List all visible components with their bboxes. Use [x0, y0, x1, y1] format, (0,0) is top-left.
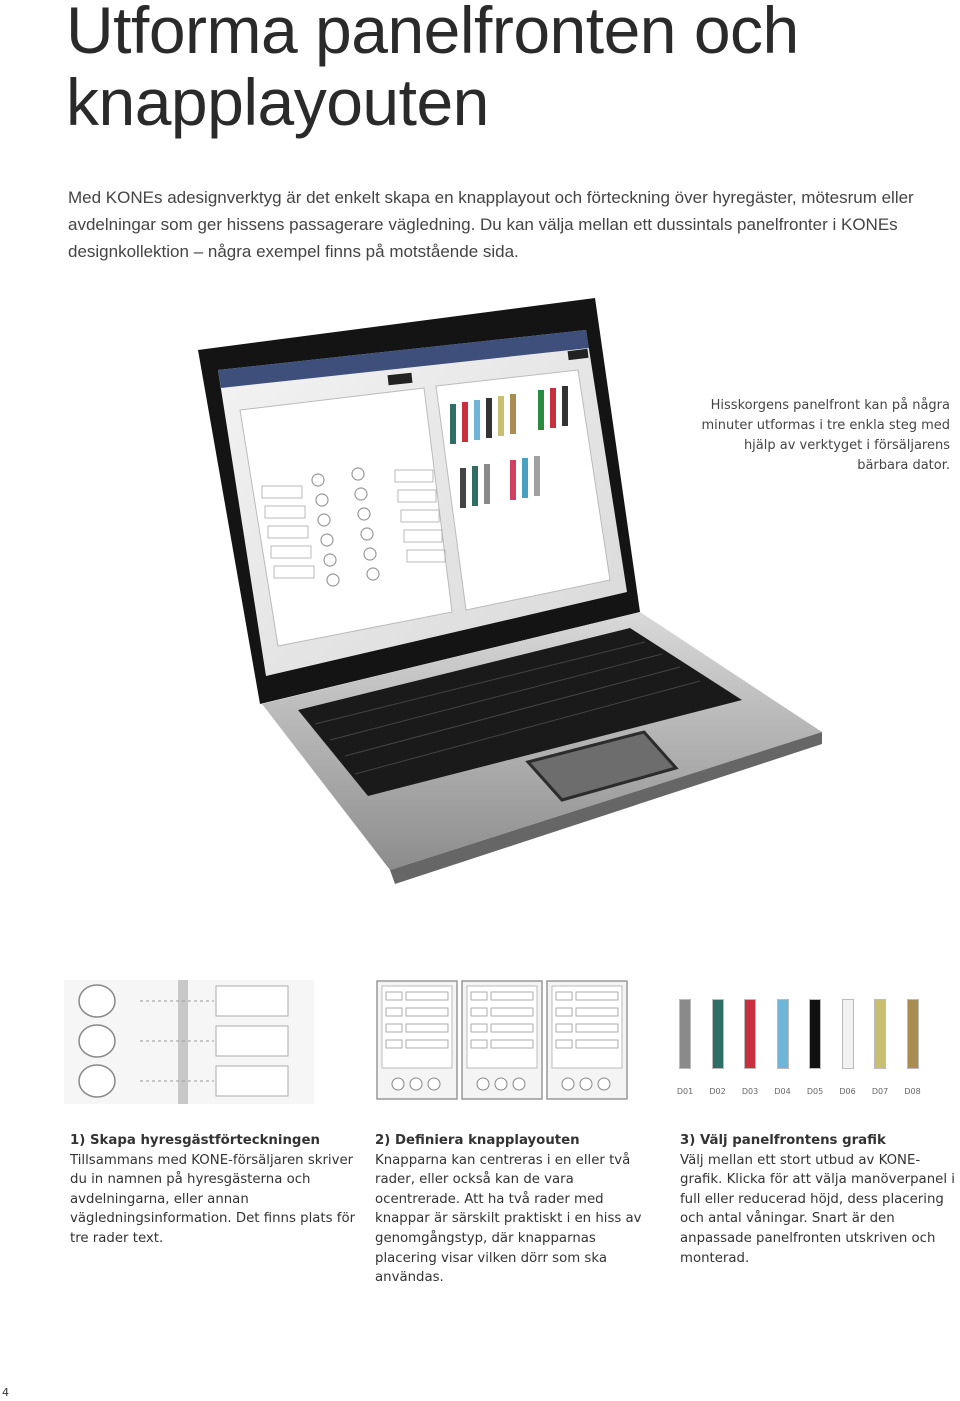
swatch-label-d03: D03	[741, 1087, 759, 1096]
swatch-strip-d05	[809, 999, 821, 1069]
step-2	[375, 1131, 660, 1288]
swatch-strip-d08	[907, 999, 919, 1069]
page-number: 4	[2, 1386, 9, 1399]
step-1-heading: 1) Skapa hyresgästförteckningen	[70, 1133, 320, 1148]
laptop-image	[190, 292, 830, 892]
swatch-strip-d07	[874, 999, 886, 1069]
page-title	[66, 0, 946, 138]
step-2-heading: 2) Definiera knapplayouten	[375, 1133, 580, 1148]
swatch-label-d07: D07	[871, 1087, 889, 1096]
laptop-caption: Hisskorgens panelfront kan på några minuter utformas i tre enkla steg med hjälp av verktyget i försäljarens bärbara dator.	[701, 398, 950, 473]
intro-paragraph: Med KONEs adesignverktyg är det enkelt skapa en knapplayout och förteckning över hyregäster, mötesrum eller avdelningar som ger hissens passagerare vägledning. Du kan välja mellan ett dussintals panelfronter i KONEs designkollektion – några exempel finns på motstående sida.	[68, 188, 914, 261]
swatch-strip-d06	[842, 999, 854, 1069]
title-line-2: knapplayouten	[66, 65, 489, 139]
swatch-label-d08: D08	[904, 1087, 921, 1096]
swatch-label-d02: D02	[709, 1087, 726, 1096]
swatch-label-d05: D05	[806, 1087, 824, 1096]
swatch-label-d06: D06	[839, 1087, 856, 1096]
step-1	[70, 1131, 360, 1249]
title-line-1: Utforma panelfronten och	[66, 0, 799, 67]
step-3	[680, 1131, 960, 1268]
swatch-strip-d03	[744, 999, 756, 1069]
directory-illustration	[64, 980, 314, 1104]
step-2-body: Knapparna kan centreras i en eller två rader, eller också kan de vara ocentrerade. Att ha två rader med knappar är särskilt praktiskt i en hiss av genomgångstyp, där knapparnas placering visar vilken dörr som ska användas.	[375, 1152, 642, 1286]
swatch-strip-d04	[777, 999, 789, 1069]
button-layout-illustration	[376, 980, 628, 1100]
swatch-label-d01: D01	[676, 1087, 694, 1096]
swatch-label-d04: D04	[774, 1087, 791, 1096]
step-3-heading: 3) Välj panelfrontens grafik	[680, 1133, 886, 1148]
swatch-strip-d02	[712, 999, 724, 1069]
step-3-body: Välj mellan ett stort utbud av KONE-grafik. Klicka för att välja manöverpanel i full eller reducerad höjd, dess placering och antal våningar. Snart är den anpassade panelfronten utskriven och monterad.	[680, 1152, 955, 1266]
swatch-strip-d01	[679, 999, 691, 1069]
step-1-body: Tillsammans med KONE-försäljaren skriver du in namnen på hyresgästerna och avdelningarna, eller annan vägledningsinformation. Det finns plats för tre rader text.	[70, 1152, 356, 1246]
